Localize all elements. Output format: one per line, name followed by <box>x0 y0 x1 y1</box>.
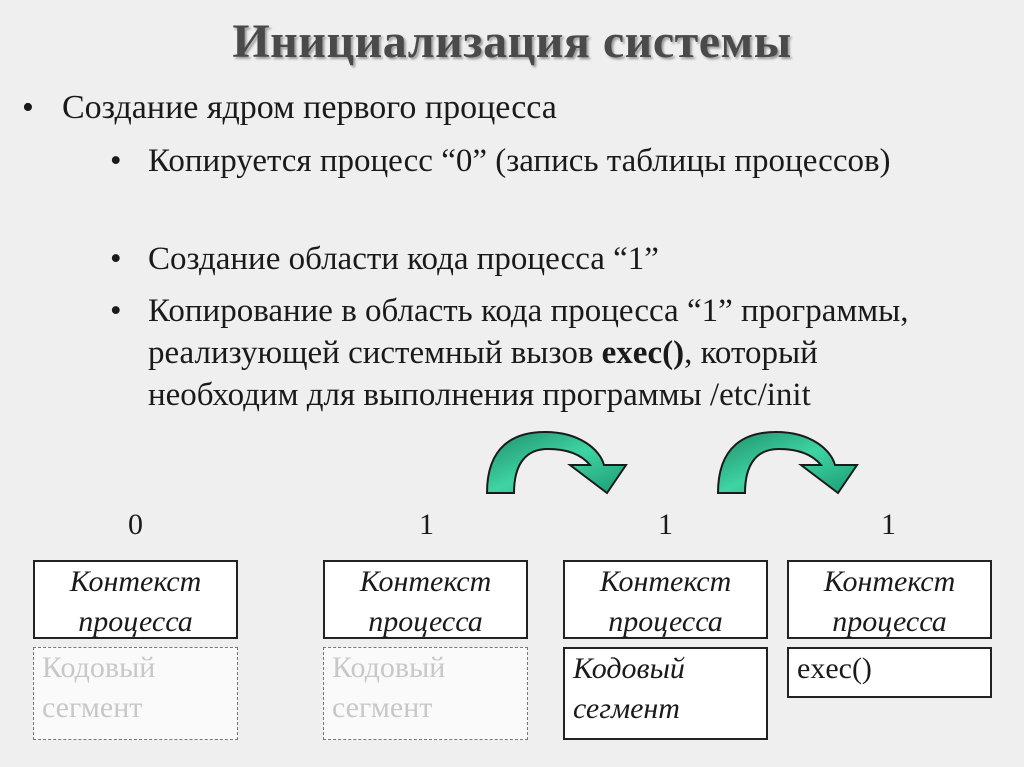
code-segment-box-2: Кодовый сегмент <box>563 647 768 740</box>
exec-box-3: exec() <box>787 647 992 698</box>
sub-bullet-text-before: Копирование в область кода процесса “1” программы, реализующей системный вызов <box>148 293 909 371</box>
main-bullet-text: Создание ядром первого процесса <box>62 89 557 126</box>
bullet-dot: • <box>110 143 122 179</box>
process-number-1: 1 <box>419 508 434 541</box>
bullet-dot: • <box>110 241 122 277</box>
process-number-3: 1 <box>881 508 896 541</box>
sub-bullet-text-after: , который необходим для выполнения программы /etc/init <box>148 335 818 413</box>
process-number-2: 1 <box>658 508 673 541</box>
context-box-1: Контекст процесса <box>323 560 528 639</box>
exec-bold: exec() <box>601 335 685 371</box>
slide-title: Инициализация системы <box>232 15 792 68</box>
bullet-dot: • <box>110 293 122 329</box>
code-segment-box-0: Кодовый сегмент <box>33 647 238 740</box>
bullet-dot: • <box>22 89 34 126</box>
curved-arrow-icon <box>487 432 626 493</box>
process-number-0: 0 <box>128 508 143 541</box>
context-box-3: Контекст процесса <box>787 560 992 639</box>
context-box-0: Контекст процесса <box>33 560 238 639</box>
sub-bullet-text: Копируется процесс “0” (запись таблицы процессов) <box>148 143 891 179</box>
context-box-2: Контекст процесса <box>563 560 768 639</box>
curved-arrow-icon <box>718 432 857 493</box>
code-segment-box-1: Кодовый сегмент <box>323 647 528 740</box>
sub-bullet-text: Создание области кода процесса “1” <box>148 241 659 277</box>
